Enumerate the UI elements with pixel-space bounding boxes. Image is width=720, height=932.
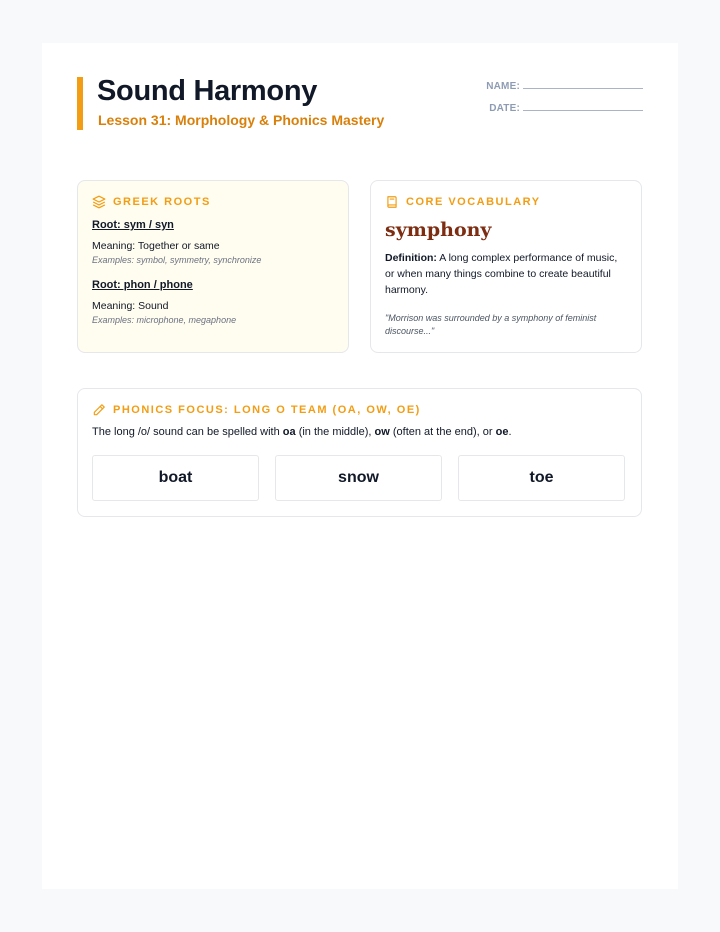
date-label: DATE: (489, 103, 520, 114)
phonics-heading (92, 403, 421, 417)
definition-text: A long complex performance of music, or when many things combine to create beautiful harmony. (385, 252, 618, 296)
vocabulary-definition (385, 250, 625, 298)
root-examples: Examples: microphone, megaphone (92, 315, 237, 325)
root-entry (92, 279, 236, 325)
book-icon (385, 195, 399, 209)
vocabulary-word: symphony (385, 219, 492, 241)
root-meaning: Meaning: Together or same (92, 240, 220, 252)
phonics-focus-card (77, 388, 642, 517)
word-card-boat: boat (92, 455, 259, 501)
phonics-text-part: (in the middle), (295, 426, 375, 438)
core-vocabulary-heading (385, 195, 541, 209)
pencil-icon (92, 403, 106, 417)
spelling-oe: oe (495, 426, 509, 438)
word-card-snow: snow (275, 455, 442, 501)
spelling-oa: oa (282, 426, 296, 438)
root-examples: Examples: symbol, symmetry, synchronize (92, 255, 262, 265)
root-title: Root: phon / phone (92, 279, 193, 291)
name-line[interactable] (523, 80, 643, 89)
greek-roots-title: GREEK ROOTS (113, 196, 211, 208)
root-entry (92, 219, 261, 265)
vocabulary-example-quote: "Morrison was surrounded by a symphony of feminist discourse..." (385, 313, 597, 336)
date-field[interactable] (489, 102, 643, 114)
greek-roots-heading (92, 195, 211, 209)
root-title: Root: sym / syn (92, 219, 174, 231)
date-line[interactable] (523, 102, 643, 111)
phonics-title: PHONICS FOCUS: LONG O TEAM (OA, OW, OE) (113, 404, 421, 416)
core-vocabulary-card (370, 180, 642, 353)
lesson-subtitle: Lesson 31: Morphology & Phonics Mastery (98, 112, 385, 128)
core-vocabulary-title: CORE VOCABULARY (406, 196, 541, 208)
title-accent-bar (77, 77, 83, 130)
root-meaning: Meaning: Sound (92, 300, 169, 312)
word-card-toe: toe (458, 455, 625, 501)
greek-roots-card (77, 180, 349, 353)
spelling-ow: ow (374, 426, 390, 438)
layers-icon (92, 195, 106, 209)
phonics-text-part: (often at the end), or (389, 426, 496, 438)
name-label: NAME: (486, 81, 520, 92)
name-field[interactable] (486, 80, 643, 92)
worksheet-page (42, 43, 678, 889)
page-title: Sound Harmony (97, 75, 318, 107)
phonics-explanation (92, 426, 512, 438)
phonics-text-part: . (508, 426, 512, 438)
definition-label: Definition: (385, 252, 437, 264)
phonics-text-part: The long /o/ sound can be spelled with (92, 426, 283, 438)
